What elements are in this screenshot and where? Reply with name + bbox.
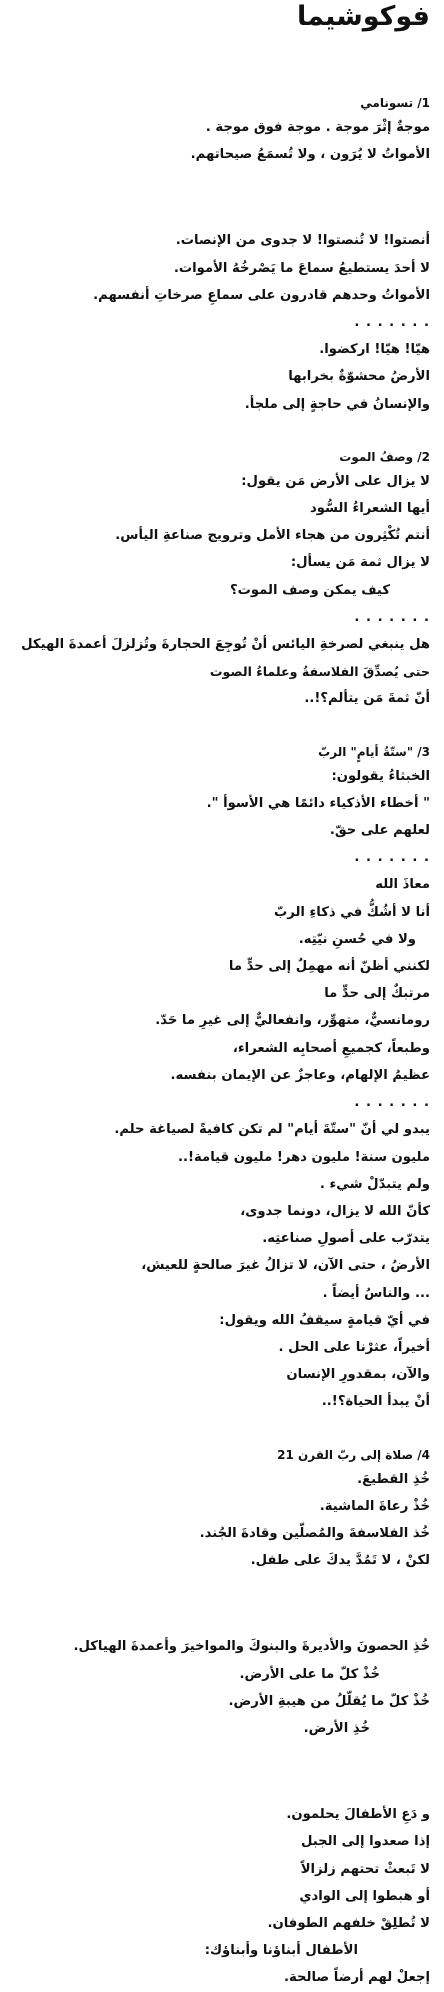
poem-sections [10,94,430,1992]
poem-line: لكنْ ، لا تَمُدَّ يدكَ على طفل. [250,1553,430,1569]
poem-section-2 [10,448,430,713]
poem-line: معاذَ الله [375,877,430,893]
poem-line: لكنني أظنّ أنه مهمِلٌ إلى حدٍّ ما [228,959,430,975]
ellipsis-separator: . . . . . . . [354,315,430,331]
section-title: 2/ وصفُ الموت [339,449,430,464]
poem-line: حتى يُصدِّقَ الفلاسفةُ وعلماءُ الصوت [209,664,430,680]
ellipsis-separator: . . . . . . . [354,609,430,625]
poem-line: أنْ يبدأ الحياة؟!.. [321,1394,430,1410]
poem-line: لا أحدَ يستطيعُ سماعَ ما يَصْرخُهُ الأموات. [173,260,430,276]
poem-title: فوكوشيما [296,1,430,32]
poem-line: كأنّ الله لا يزال، دونما جدوى، [240,1203,430,1219]
poem-line: خُذْ رعاةَ الماشية. [319,1498,430,1514]
poem-line: مرتبكٌ إلى حدٍّ ما [324,986,430,1002]
poem-line: خُذِ الحصونَ والأديرةَ والبنوكَ والمواخيرَ وأعمدةَ الهياكل. [73,1639,430,1655]
poem-section-4 [10,1446,430,1992]
poem-line: الخبثاءُ يقولون: [331,768,430,784]
poem-line: لا تُطلِقْ خلفهم الطوفان. [267,1915,430,1931]
poem-line: خُذْ كلّ ما على الأرض. [239,1666,380,1682]
poem-line: خُذْ كلّ ما يُقلّلُ من هيبةِ الأرض. [228,1693,430,1709]
poem-line: أخيراً، عثرْنا على الحل . [278,1339,430,1355]
poem-line: لا تَبعثْ تحتهم زلزالاً [300,1861,430,1877]
poem-line: لا يزال على الأرض مَن يقول: [241,473,430,489]
poem-line: خُذ الفلاسفةَ والمُصلّين وقادةَ الجُند. [199,1525,430,1541]
poem-line: ولم يتبدّلْ شيء . [319,1176,430,1192]
poem-line: والآن، بمقدورِ الإنسان [286,1367,430,1383]
poem-line: خُذِ الأرض. [303,1720,370,1736]
poem-line: الأطفال أبناؤنا وأبناؤك: [204,1943,358,1959]
poem-line: الأمواتُ لا يُرَون ، ولا تُسمَعُ صيحاتهم. [190,147,430,163]
poem-line: أيها الشعراءُ السُّود [309,501,430,517]
poem-line: موجةٌ إثْرَ موجة . موجة فوق موجة . [205,120,430,135]
poem-line: الأرضُ محشوّةٌ بخرابها [288,369,430,385]
section-gap [10,418,430,448]
poem-line: خُذِ القطيعَ. [357,1471,430,1487]
poem-line: أنتم تُكْثِرون من هجاء الأمل وترويج صناعةِ اليأس. [115,528,430,544]
poem-line: " أخطاء الأذكياء دائمًا هي الأسوأ ". [206,795,430,811]
poem-line: إجعلْ لهم أرضاً صالحة. [284,1970,430,1986]
ellipsis-separator: . . . . . . . [354,1095,430,1111]
poem-line: هل ينبغي لصرخةِ اليائس أنْ تُوجِعَ الحجارةَ وتُزلزلَ أعمدةَ الهيكل [21,637,430,653]
spacer [10,34,430,94]
section-title: 4/ صلاة إلى ربّ القرن 21 [277,1447,430,1462]
poem-line: هيّا! هيّا! اركضوا. [319,342,430,358]
section-gap [10,713,430,743]
poem-line: الأرضُ ، حتى الآن، لا تزالُ غيرَ صالحةٍ للعيش، [141,1258,430,1274]
section-title: 1/ تسونامي [360,96,430,110]
poem-section-1 [10,94,430,418]
poem-line: ولا في حُسنِ نيّتِه. [298,931,416,947]
poem-line: ... والناسُ أيضاً . [322,1285,430,1301]
poem-line: و دَعِ الأطفالَ يحلمون. [286,1807,430,1823]
poem-line: يبدو لي أنّ "ستّةَ أيام" لم تكن كافيةً لصياغة حلم. [114,1122,430,1138]
poem-line: أو هبطوا إلى الوادي [299,1888,430,1904]
poem-line: عظيمُ الإلهام، وعاجزٌ عن الإيمان بنفسه. [170,1067,430,1083]
poem-line: في أيّ قيامةٍ سيقفُ الله ويقول: [219,1312,430,1328]
poem-line: أنصتوا! لا تُنصتوا! لا جدوى من الإنصات. [175,233,430,249]
poem-line: يتدرّب على أصولِ صناعتِه. [262,1231,430,1247]
section-gap [10,1416,430,1446]
section-title: 3/ "ستّةُ أيامٍ" الربّ [318,744,430,759]
poem-line: وطبعاً، كجميعِ أصحابِه الشعراء، [232,1040,430,1056]
stanza-break [10,1758,430,1785]
poem-line: مليون سنة! مليون دهر! مليون قيامة!.. [178,1149,430,1165]
poem-section-3 [10,743,430,1416]
poem-line: لعلهم على حقّ. [329,823,430,839]
ellipsis-separator: . . . . . . . [354,850,430,866]
poem-line: أنا لا أشُكُّ في ذكاءِ الربّ [273,904,430,920]
poem-line: الأمواتُ وحدهم قادرون على سماعِ صرخاتِ أنفسهم. [93,287,430,303]
poem-line: كيف يمكن وصف الموت؟ [230,582,390,598]
stanza-break [10,1590,430,1617]
poem-line: إذا صعدوا إلى الجبل [300,1834,430,1850]
poem-line: والإنسانُ في حاجةٍ إلى ملجأ. [244,396,430,412]
poem-line: لا يزال ثمة مَن يسأل: [290,555,430,571]
poem-line: أنّ ثمةَ مَن يتألم؟!.. [304,691,430,707]
stanza-break [10,184,430,211]
poem-line: رومانسيٌّ، متهوِّر، وانفعاليٌّ إلى غيرِ ما حَدّ. [155,1013,430,1029]
